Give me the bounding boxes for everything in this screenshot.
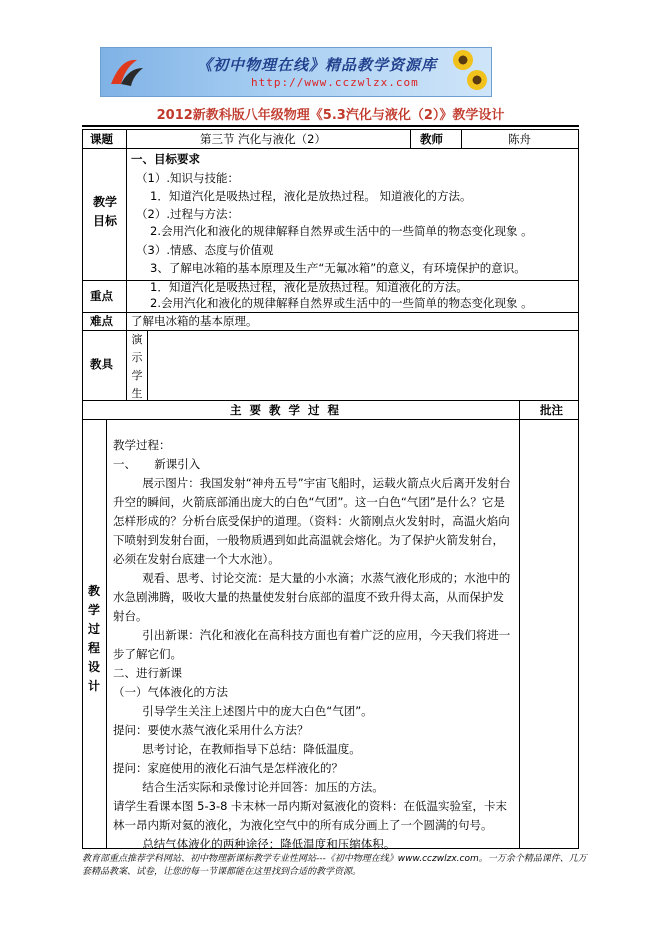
process-paragraph: 提问：要使水蒸气液化采用什么方法？ bbox=[113, 723, 309, 737]
goals-line: 3、了解电冰箱的基本原理及生产“无氟冰箱”的意义，有环境保护的意识。 bbox=[150, 261, 526, 275]
topic-value: 第三节 汽化与液化（2） bbox=[200, 132, 326, 146]
site-banner bbox=[100, 47, 492, 97]
key-points-label: 重点 bbox=[90, 289, 113, 303]
process-header: 主 要 教 学 过 程 bbox=[230, 403, 342, 417]
key-point-line: 2.会用汽化和液化的规律解释自然界或生活中的一些简单的物态变化现象 。 bbox=[150, 296, 533, 310]
difficulty-label: 难点 bbox=[90, 314, 113, 328]
tools-value: 演示学生 bbox=[131, 333, 143, 400]
difficulty-text: 了解电冰箱的基本原理。 bbox=[131, 314, 258, 328]
banner-title: 《初中物理在线》精品教学资源库 bbox=[197, 56, 438, 74]
sunflower-icon bbox=[453, 50, 473, 70]
process-paragraph: 教学过程： bbox=[113, 438, 171, 452]
topic-label: 课题 bbox=[90, 132, 113, 146]
goals-line: 2.会用汽化和液化的规律解释自然界或生活中的一些简单的物态变化现象 。 bbox=[150, 224, 533, 238]
process-paragraph: 提问：家庭使用的液化石油气是怎样液化的？ bbox=[113, 761, 343, 775]
process-paragraph: 引出新课：汽化和液化在高科技方面也有着广泛的应用，今天我们将进一步了解它们。 bbox=[113, 628, 511, 661]
goals-line: （2）.过程与方法： bbox=[136, 207, 239, 221]
site-logo-icon bbox=[107, 54, 147, 92]
process-paragraph: 一、 新课引入 bbox=[113, 457, 201, 471]
tools-label: 教具 bbox=[90, 357, 113, 371]
process-paragraph: 思考讨论，在教师指导下总结：降低温度。 bbox=[113, 742, 361, 756]
goals-label: 教学目标 bbox=[92, 195, 117, 228]
process-paragraph: 请学生看课本图 5-3-8 卡末林一昂内斯对氦液化的资料：在低温实验室，卡末林一昂内斯对氦的液化，为液化空气中的所有成分画上了一个圆满的句号。 bbox=[113, 799, 508, 832]
sunflower-icon bbox=[467, 70, 487, 90]
process-body bbox=[113, 436, 513, 854]
notes-header: 批注 bbox=[540, 403, 563, 417]
goals-heading: 一、目标要求 bbox=[131, 152, 200, 166]
process-paragraph: 总结气体液化的两种途径：降低温度和压缩体积。 bbox=[113, 837, 396, 851]
process-paragraph: （一）气体液化的方法 bbox=[113, 685, 228, 699]
goals-line: （1）.知识与技能： bbox=[136, 171, 239, 185]
teacher-value: 陈舟 bbox=[508, 132, 531, 146]
title-rule bbox=[82, 125, 579, 127]
process-paragraph: 二、进行新课 bbox=[113, 666, 182, 680]
document-title: 2012新教科版八年级物理《5.3汽化与液化（2）》教学设计 bbox=[156, 108, 505, 123]
banner-url[interactable]: http://www.cczwlzx.com bbox=[251, 76, 419, 89]
footer-note: 教育部重点推荐学科网站、初中物理新课标教学专业性网站---《初中物理在线》www.cczwlzx.com。一万余个精品课件、几万套精品教案、试卷，让您的每一节课都能在这里找到合适的教学资源。 bbox=[82, 854, 587, 877]
process-paragraph: 展示图片：我国发射“神舟五号”宇宙飞船时，运载火箭点火后离开发射台升空的瞬间，火箭底部涌出庞大的白色“气团”。这一白色“气团”是什么？它是怎样形成的？分析台底受保护的道理。（资料：火箭刚点火发射时，高温火焰向下喷射到发射台面，一般物质遇到如此高温就会熔化。为了保护火箭发射台，必须在发射台底建一个大水池）。 bbox=[113, 476, 511, 566]
process-label: 教学过程设计 bbox=[87, 584, 100, 693]
goals-line: 1．知道汽化是吸热过程，液化是放热过程。 知道液化的方法。 bbox=[150, 189, 472, 203]
goals-line: （3）.情感、态度与价值观 bbox=[136, 243, 274, 257]
key-point-line: 1．知道汽化是吸热过程，液化是放热过程。知道液化的方法。 bbox=[150, 280, 468, 294]
process-paragraph: 引导学生关注上述图片中的庞大白色“气团”。 bbox=[113, 704, 373, 718]
teacher-label: 教师 bbox=[420, 132, 443, 146]
process-paragraph: 结合生活实际和录像讨论并回答：加压的方法。 bbox=[113, 780, 384, 794]
process-paragraph: 观看、思考、讨论交流：是大量的小水滴；水蒸气液化形成的；水池中的水急剧沸腾，吸收大量的热量使发射台底部的温度不致升得太高，从而保护发射台。 bbox=[113, 571, 511, 623]
